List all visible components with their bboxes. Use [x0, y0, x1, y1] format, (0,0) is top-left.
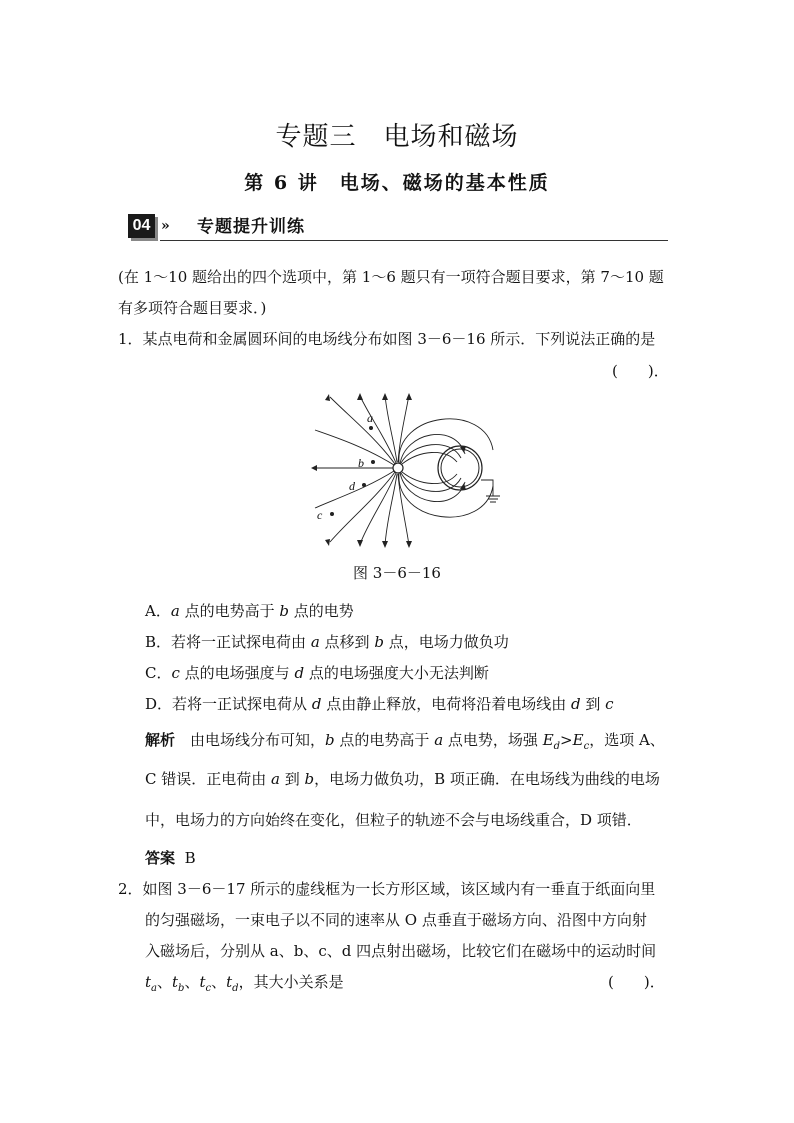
analysis-line-1: 解析 由电场线分布可知，b 点的电势高于 a 点电势，场强 $E_d>E_c$，选项 A、 — [145, 731, 665, 752]
label-a: a — [367, 411, 373, 425]
analysis-line-3: 中，电场力的方向始终在变化，但粒子的轨迹不会与电场线重合，D 项错． — [145, 811, 642, 829]
chevron-icon: » — [161, 218, 170, 234]
arrow-icon — [406, 541, 412, 548]
figure-caption: 图 3－6－16 — [353, 564, 441, 582]
label-c: c — [317, 508, 323, 522]
arrow-icon — [357, 393, 363, 400]
question-2-line-3: 入磁场后，分别从 a、b、c、d 四点射出磁场，比较它们在磁场中的运动时间 — [145, 942, 657, 960]
intro-line-2: 有多项符合题目要求．) — [118, 299, 267, 317]
arrow-icon — [311, 465, 317, 471]
analysis-label: 解析 — [145, 731, 176, 749]
arrow-icon — [325, 394, 330, 401]
arrow-icon — [357, 540, 363, 547]
label-b: b — [358, 456, 364, 470]
lecture-subtitle: 第 6 讲 电场、磁场的基本性质 — [244, 172, 550, 194]
ground-icon — [486, 496, 500, 502]
arrow-icon — [325, 539, 330, 546]
field-line — [402, 472, 457, 484]
question-2-line-2: 的匀强磁场，一束电子以不同的速率从 O 点垂直于磁场方向、沿图中方向射 — [145, 911, 647, 929]
point-charge — [393, 463, 403, 473]
option-d: D．若将一正试探电荷从 d 点由静止释放，电荷将沿着电场线由 d 到 c — [145, 695, 614, 713]
question-1-stem: 1．某点电荷和金属圆环间的电场线分布如图 3－6－16 所示．下列说法正确的是 — [118, 330, 656, 348]
field-line — [402, 452, 457, 464]
field-lines-figure — [305, 392, 525, 552]
field-line — [330, 397, 395, 464]
arrow-icon — [406, 393, 412, 400]
answer-value: B — [184, 849, 196, 867]
section-number-badge: 04 — [128, 214, 155, 238]
option-b: B．若将一正试探电荷由 a 点移到 b 点，电场力做负功 — [145, 633, 509, 651]
question-2-line-1: 2．如图 3－6－17 所示的虚线框为一长方形区域，该区域内有一垂直于纸面向里 — [118, 880, 656, 898]
option-c: C．c 点的电场强度与 d 点的电场强度大小无法判断 — [145, 664, 489, 682]
metal-ring — [438, 446, 482, 490]
point-d — [362, 483, 366, 487]
question-1-blank: ( )． — [612, 362, 669, 380]
question-2-blank: ( )． — [608, 973, 665, 991]
point-a — [369, 426, 373, 430]
point-c — [330, 512, 334, 516]
page-title: 专题三 电场和磁场 — [275, 122, 519, 152]
metal-ring-inner — [441, 449, 479, 487]
arrow-icon — [382, 541, 388, 548]
intro-line-1: (在 1～10 题给出的四个选项中，第 1～6 题只有一项符合题目要求，第 7～10 题 — [118, 268, 664, 286]
section-divider — [160, 240, 668, 241]
question-2-line-4: $t_a$、$t_b$、$t_c$、$t_d$，其大小关系是 — [145, 973, 344, 994]
field-line — [330, 472, 395, 542]
answer-label: 答案 — [145, 849, 176, 867]
label-d: d — [349, 479, 355, 493]
answer-line — [145, 847, 196, 869]
section-title: 专题提升训练 — [197, 217, 305, 237]
arrow-icon — [382, 393, 388, 400]
analysis-line-2: C 错误．正电荷由 a 到 b，电场力做负功，B 项正确．在电场线为曲线的电场 — [145, 770, 660, 788]
option-a: A．a 点的电势高于 b 点的电势 — [145, 602, 354, 620]
point-b — [371, 460, 375, 464]
section-banner — [128, 212, 668, 242]
